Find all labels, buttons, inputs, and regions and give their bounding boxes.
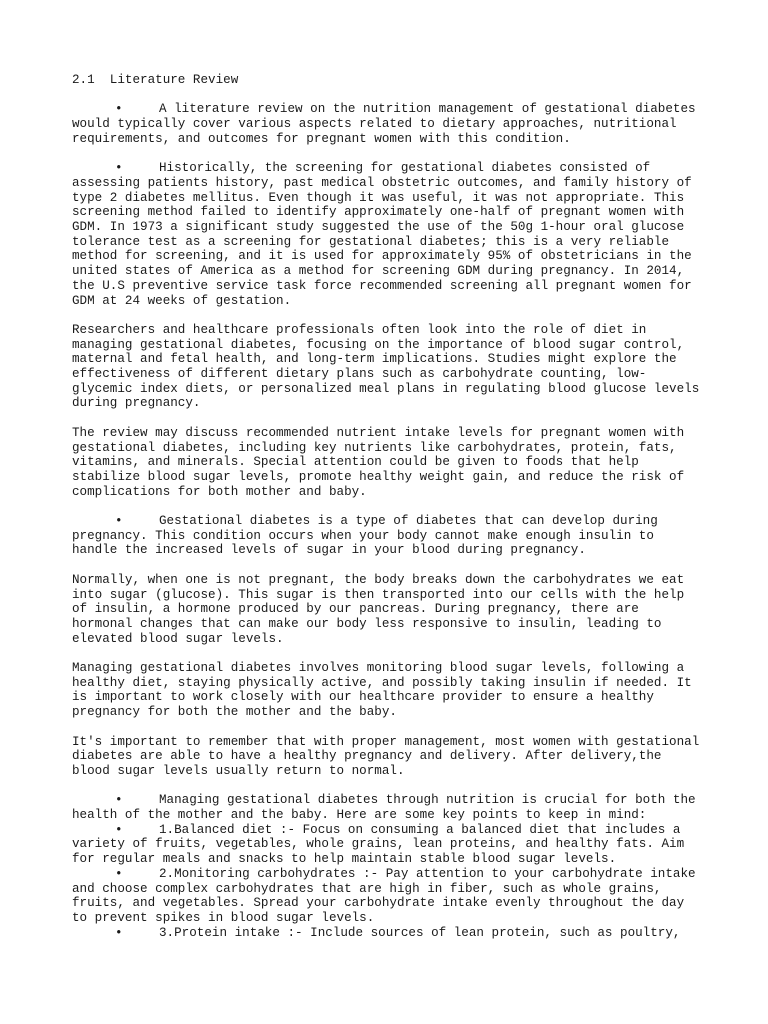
paragraph <box>72 323 702 411</box>
paragraph <box>72 573 702 647</box>
paragraph-text: 2.Monitoring carbohydrates :- Pay attention to your carbohydrate intake and choose complex carbohydrates that are high in fiber, such as whole grains, fruits, and vegetables. Spread your carbohydrate intake evenly throughout the day to prevent spikes in blood sugar levels. <box>72 866 696 925</box>
paragraph-text: Managing gestational diabetes involves monitoring blood sugar levels, following a healthy diet, staying physically active, and possibly taking insulin if needed. It is important to work closely with our healthcare provider to ensure a healthy pregnancy for both the mother and the baby. <box>72 661 692 720</box>
bullet-dot: • <box>115 102 123 117</box>
paragraph <box>72 426 702 500</box>
paragraph-text: The review may discuss recommended nutrient intake levels for pregnant women with gestational diabetes, including key nutrients like carbohydrates, protein, fats, vitamins, and minerals. Special attention could be given to foods that help stabilize blood sugar levels, promote healthy weight gain, and reduce the risk of complications for both mother and baby. <box>72 425 685 499</box>
bullet-dot: • <box>115 793 123 808</box>
bullet-paragraph <box>72 823 702 867</box>
bullet-dot: • <box>115 925 123 940</box>
paragraph-text: Researchers and healthcare professionals often look into the role of diet in managing gestational diabetes, focusing on the importance of blood sugar control, maternal and fetal health, and long-term implications. Studies might explore the effectiveness of different dietary plans such as carbohydrate counting, low-glycemic index diets, or personalized meal plans in regulating blood glucose levels during pregnancy. <box>72 322 700 411</box>
paragraph-text: Normally, when one is not pregnant, the body breaks down the carbohydrates we eat into sugar (glucose). This sugar is then transported into our cells with the help of insulin, a hormone produced by our pancreas. During pregnancy, there are hormonal changes that can make our body less responsive to insulin, leading to elevated blood sugar levels. <box>72 572 685 646</box>
paragraph-text: Gestational diabetes is a type of diabetes that can develop during pregnancy. This condition occurs when your body cannot make enough insulin to handle the increased levels of sugar in your blood during pregnancy. <box>72 514 658 558</box>
bullet-paragraph <box>72 102 702 146</box>
paragraph-text: Managing gestational diabetes through nutrition is crucial for both the health of the mother and the baby. Here are some key points to keep in mind: <box>72 793 696 823</box>
section-heading: 2.1 Literature Review <box>72 73 239 87</box>
bullet-paragraph <box>72 926 702 941</box>
document-page <box>72 73 702 940</box>
paragraph-text: A literature review on the nutrition management of gestational diabetes would typically cover various aspects related to dietary approaches, nutritional requirements, and outcomes for pregnant women with this condition. <box>72 102 696 146</box>
bullet-dot: • <box>115 161 123 176</box>
document-body <box>72 102 702 940</box>
paragraph <box>72 735 702 779</box>
paragraph-text: Historically, the screening for gestational diabetes consisted of assessing patients history, past medical obstetric outcomes, and family history of type 2 diabetes mellitus. Even though it was useful, it was not appropriate. This screening method failed to identify approximately one-half of pregnant women with GDM. In 1973 a significant study suggested the use of the 50g 1-hour oral glucose tolerance test as a screening for gestational diabetes; this is a very reliable method for screening, and it is used for approximately 95% of obstetricians in the united states of America as a method for screening GDM during pregnancy. In 2014, the U.S preventive service task force recommended screening all pregnant women for GDM at 24 weeks of gestation. <box>72 161 692 308</box>
bullet-paragraph <box>72 867 702 926</box>
paragraph-text: It's important to remember that with proper management, most women with gestational diabetes are able to have a healthy pregnancy and delivery. After delivery,the blood sugar levels usually return to normal. <box>72 734 700 778</box>
bullet-dot: • <box>115 866 123 881</box>
bullet-paragraph <box>72 161 702 308</box>
paragraph-text: 3.Protein intake :- Include sources of lean protein, such as poultry, <box>159 925 681 940</box>
paragraph-text: 1.Balanced diet :- Focus on consuming a balanced diet that includes a variety of fruits, vegetables, whole grains, lean proteins, and healthy fats. Aim for regular meals and snacks to help maintain stable blood sugar levels. <box>72 822 685 867</box>
bullet-dot: • <box>115 822 123 837</box>
paragraph <box>72 661 702 720</box>
bullet-paragraph <box>72 793 702 822</box>
bullet-dot: • <box>115 514 123 529</box>
bullet-paragraph <box>72 514 702 558</box>
